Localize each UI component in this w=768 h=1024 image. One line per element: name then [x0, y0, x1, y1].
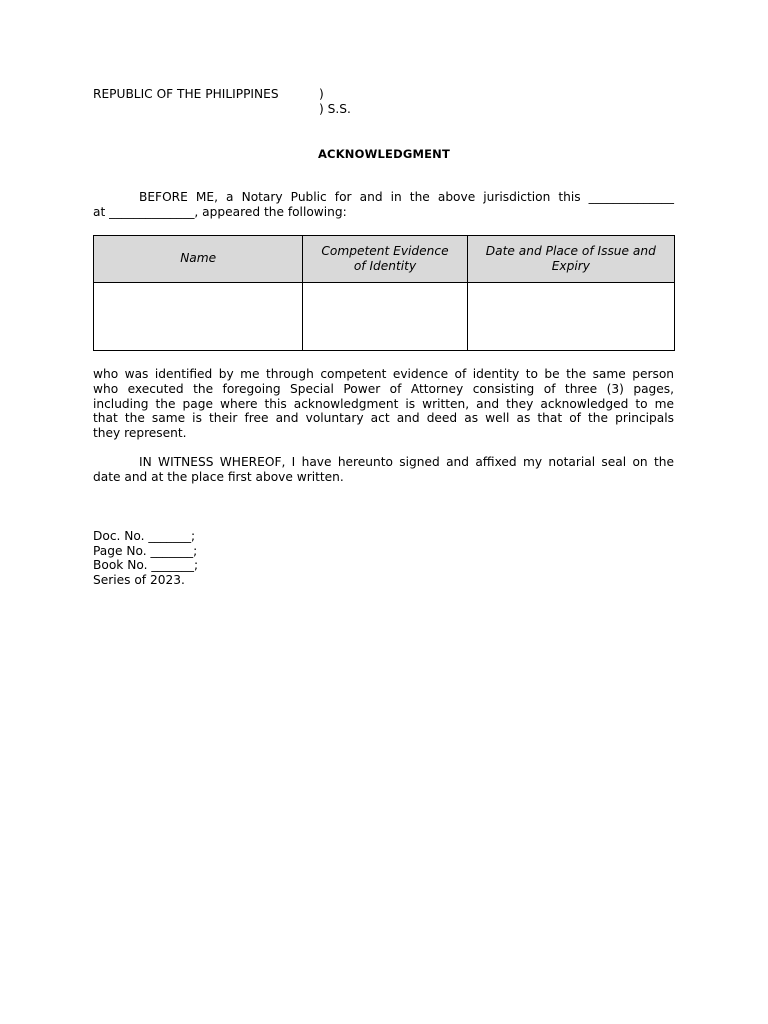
- witness-line-1: IN WITNESS WHEREOF, I have hereunto signed and affixed my notarial seal on the: [139, 455, 674, 469]
- identification-line-5: they represent.: [93, 426, 187, 441]
- table-row: [94, 283, 675, 351]
- venue-paren-ss: ) S.S.: [319, 102, 351, 116]
- identity-table: [93, 235, 675, 351]
- intro-line-1: BEFORE ME, a Notary Public for and in the above jurisdiction this ______________: [139, 190, 674, 204]
- identification-line-2: who executed the foregoing Special Power of Attorney consisting of three (3) pages,: [93, 381, 674, 396]
- intro-paragraph: [93, 190, 674, 220]
- witness-line-2: date and at the place first above written.: [93, 469, 344, 484]
- identification-line-3: including the page where this acknowledgment is written, and they acknowledged to me: [93, 396, 674, 411]
- witness-paragraph: [93, 455, 674, 485]
- identification-line-4: that the same is their free and voluntary act and deed as well as that of the principals: [93, 411, 674, 426]
- series-year: Series of 2023.: [93, 573, 185, 587]
- header-evidence-line-1: Competent Evidence: [321, 243, 449, 258]
- doc-number: Doc. No. _______;: [93, 529, 196, 543]
- table-header-row: [94, 236, 675, 283]
- venue-paren-1: ): [319, 87, 324, 101]
- header-evidence: [303, 236, 467, 283]
- cell-name: [94, 283, 303, 351]
- header-name: [94, 236, 303, 283]
- header-name-label: Name: [180, 251, 217, 266]
- document-title: ACKNOWLEDGMENT: [317, 147, 451, 161]
- header-date-place: [467, 236, 674, 283]
- header-date-line-2: Expiry: [551, 259, 590, 273]
- identification-line-1: who was identified by me through competent evidence of identity to be the same person: [93, 367, 674, 381]
- header-date-line-1: Date and Place of Issue and: [485, 243, 656, 258]
- book-number: Book No. _______;: [93, 558, 199, 572]
- cell-evidence: [303, 283, 467, 351]
- cell-date-place: [467, 283, 674, 351]
- venue-country: REPUBLIC OF THE PHILIPPINES: [93, 87, 279, 101]
- intro-line-2: at ______________, appeared the following:: [93, 204, 347, 219]
- identification-paragraph: [93, 367, 674, 441]
- header-evidence-line-2: of Identity: [353, 259, 417, 273]
- page-number: Page No. _______;: [93, 544, 198, 558]
